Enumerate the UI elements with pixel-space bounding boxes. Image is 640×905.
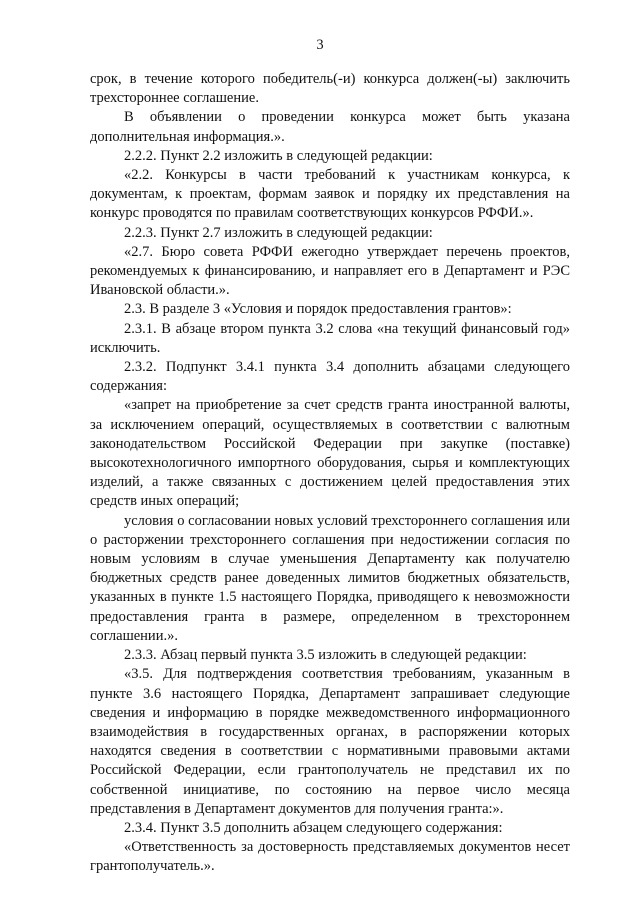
paragraph: 2.3.1. В абзаце втором пункта 3.2 слова «на текущий финансовый год» исключить. [90,320,570,356]
paragraph: «2.2. Конкурсы в части требований к участникам конкурса, к документам, к проектам, формам заявок и порядку их представления на конкурс проводятся по правилам соответствующих конкурсов РФФИ.». [90,167,570,222]
paragraph: 2.2.3. Пункт 2.7 изложить в следующей редакции: [124,224,433,241]
paragraph: «запрет на приобретение за счет средств гранта иностранной валюты, за исключением операций, осуществляемых в соответствии с валютным законодательством Российской Федерации при закупке (поставке) высокотехнологичного импортного оборудования, сырья и комплектующих изделий, а также связанных с достижением целей предоставления этих средств иных операций; [90,397,570,510]
paragraph: 2.2.2. Пункт 2.2 изложить в следующей редакции: [124,147,433,164]
paragraph: срок, в течение которого победитель(-и) конкурса должен(-ы) заключить трехстороннее соглашение. [90,71,570,107]
paragraph: В объявлении о проведении конкурса может быть указана дополнительная информация.». [90,109,570,145]
page-number: 3 [316,37,324,53]
paragraph: «Ответственность за достоверность представляемых документов несет грантополучатель.». [90,839,570,875]
paragraph: 2.3. В разделе 3 «Условия и порядок предоставления грантов»: [124,301,512,318]
paragraph: 2.3.2. Подпункт 3.4.1 пункта 3.4 дополнить абзацами следующего содержания: [90,359,570,395]
paragraph: «2.7. Бюро совета РФФИ ежегодно утверждает перечень проектов, рекомендуемых к финансированию, и направляет его в Департамент и РЭС Ивановской области.». [90,243,570,299]
document-body [90,70,570,877]
paragraph: 2.3.4. Пункт 3.5 дополнить абзацем следующего содержания: [124,819,503,836]
paragraph: 2.3.3. Абзац первый пункта 3.5 изложить в следующей редакции: [124,647,527,664]
paragraph: условия о согласовании новых условий трехстороннего соглашения или о расторжении трехстороннего соглашения при недостижении согласия по новым условиям в случае уменьшения Департаменту как получателю бюджетных средств ранее доведенных лимитов бюджетных обязательств, указанных в пункте 1.5 настоящего Порядка, приводящего к невозможности предоставления гранта в размере, определенном в трехстороннем соглашении.». [90,512,570,644]
paragraph: «3.5. Для подтверждения соответствия требованиям, указанным в пункте 3.6 настоящего Порядка, Департамент запрашивает следующие сведения и информацию в порядке межведомственного информационного взаимодействия в государственных органах, в распоряжении которых находятся сведения в соответствии с нормативными правовыми актами Российской Федерации, если грантополучатель не представил их по собственной инициативе, по состоянию на первое число месяца представления в Департамент документов для получения гранта:». [90,666,570,817]
